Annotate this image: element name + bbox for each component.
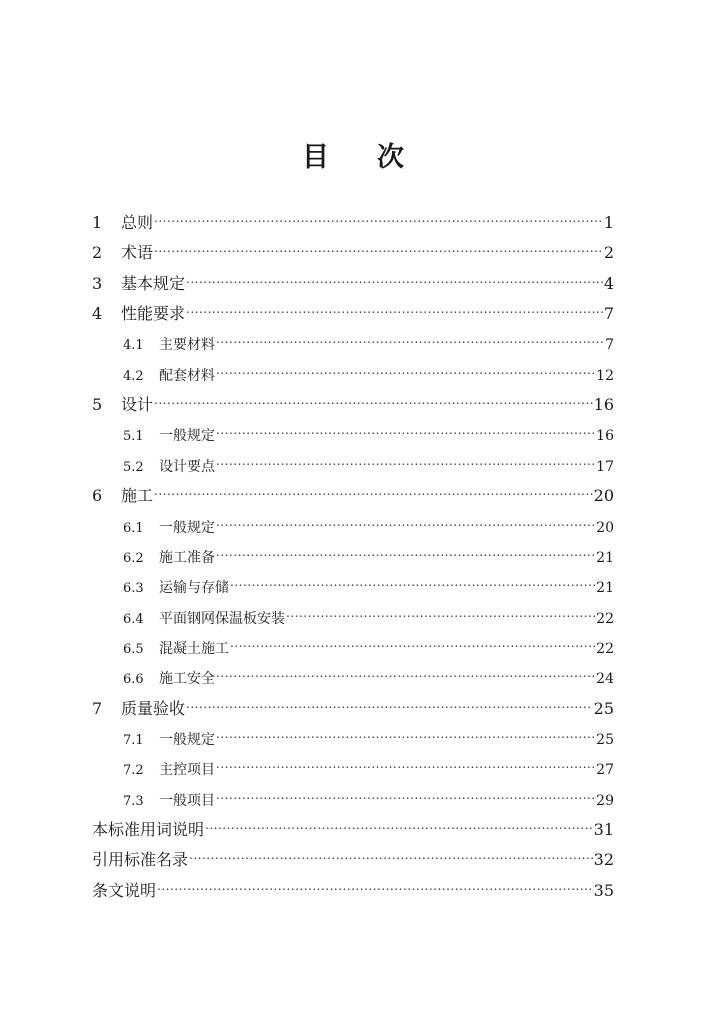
toc-entry-number: 6.6 — [123, 672, 144, 687]
toc-entry-label: 一般项目 — [159, 793, 215, 809]
toc-entry-page-number: 1 — [603, 213, 614, 232]
toc-entry-page-number: 22 — [596, 641, 614, 657]
toc-entry-page-number: 21 — [596, 580, 614, 596]
toc-entry-page-number: 27 — [596, 762, 614, 778]
toc-entry-page-number: 16 — [596, 428, 614, 444]
title-char-2: 次 — [377, 142, 404, 173]
toc-entry-number: 6 — [92, 486, 103, 505]
toc-dot-leader — [154, 477, 593, 501]
toc-entry-page-number: 24 — [596, 671, 614, 687]
toc-entry-page-number: 20 — [593, 486, 614, 505]
toc-entry-number: 1 — [92, 213, 103, 232]
toc-entry-number: 6.5 — [123, 642, 144, 657]
toc-entry-label: 主要材料 — [159, 337, 215, 353]
toc-entry-page-number: 32 — [593, 850, 614, 869]
toc-entry[interactable] — [123, 629, 614, 657]
toc-entry[interactable] — [123, 599, 614, 627]
toc-entry-label: 质量验收 — [121, 699, 186, 718]
toc-dot-leader — [154, 386, 593, 410]
toc-dot-leader — [154, 234, 603, 258]
toc-entry[interactable] — [92, 204, 614, 232]
toc-entry-page-number: 35 — [593, 881, 614, 900]
title-char-1: 目 — [302, 142, 329, 173]
toc-entry-label: 施工安全 — [159, 671, 215, 687]
toc-entry-label: 设计 — [121, 395, 154, 414]
toc-entry-page-number: 16 — [593, 395, 614, 414]
toc-dot-leader — [216, 508, 595, 532]
toc-entry[interactable] — [92, 690, 614, 718]
toc-entry-page-number: 17 — [596, 459, 614, 475]
toc-entry-number: 2 — [92, 243, 103, 262]
toc-entry[interactable] — [123, 508, 614, 536]
toc-dot-leader — [205, 811, 593, 835]
toc-entry-page-number: 20 — [596, 520, 614, 536]
toc-dot-leader — [216, 538, 595, 562]
toc-entry[interactable] — [92, 841, 614, 869]
toc-entry[interactable] — [92, 872, 614, 900]
toc-dot-leader — [157, 872, 593, 896]
toc-dot-leader — [186, 690, 593, 714]
toc-entry-label: 配套材料 — [159, 368, 215, 384]
toc-entry[interactable] — [123, 781, 614, 809]
toc-entry-number: 7.2 — [123, 763, 144, 778]
toc-entry-number: 7.3 — [123, 794, 144, 809]
toc-dot-leader — [186, 265, 603, 289]
toc-dot-leader — [154, 204, 603, 228]
toc-dot-leader — [216, 659, 595, 683]
toc-entry-page-number: 12 — [596, 368, 614, 384]
toc-entry-label: 术语 — [121, 243, 154, 262]
toc-entry-page-number: 25 — [596, 732, 614, 748]
toc-entry[interactable] — [92, 265, 614, 293]
toc-entry[interactable] — [123, 659, 614, 687]
toc-entry[interactable] — [123, 416, 614, 444]
toc-entry-page-number: 31 — [593, 820, 614, 839]
toc-entry-label: 施工 — [121, 486, 154, 505]
toc-entry-number: 6.1 — [123, 521, 144, 536]
toc-entry-number: 7.1 — [123, 733, 144, 748]
toc-entry-label: 引用标准名录 — [92, 850, 189, 869]
toc-entry-label: 运输与存储 — [159, 580, 229, 596]
toc-entry-label: 基本规定 — [121, 274, 186, 293]
toc-entry[interactable] — [123, 356, 614, 384]
toc-entry[interactable] — [92, 234, 614, 262]
toc-entry-number: 4 — [92, 304, 103, 323]
toc-entry-label: 设计要点 — [159, 459, 215, 475]
toc-dot-leader — [216, 325, 604, 349]
toc-entry-number: 5.1 — [123, 429, 144, 444]
toc-entry-number: 4.1 — [123, 338, 144, 353]
toc-entry[interactable] — [123, 750, 614, 778]
toc-dot-leader — [216, 356, 595, 380]
toc-entry-page-number: 7 — [603, 304, 614, 323]
toc-dot-leader — [230, 629, 595, 653]
toc-entry-label: 一般规定 — [159, 732, 215, 748]
toc-entry-page-number: 21 — [596, 550, 614, 566]
toc-entry[interactable] — [92, 295, 614, 323]
toc-entry-label: 性能要求 — [121, 304, 186, 323]
toc-entry-page-number: 2 — [603, 243, 614, 262]
toc-entry-number: 3 — [92, 274, 103, 293]
toc-entry-number: 6.4 — [123, 612, 144, 627]
toc-entry-number: 6.3 — [123, 581, 144, 596]
toc-entry-number: 5.2 — [123, 460, 144, 475]
toc-entry[interactable] — [123, 568, 614, 596]
toc-entry-label: 平面钢网保温板安装 — [159, 611, 285, 627]
toc-entry[interactable] — [92, 477, 614, 505]
toc-entry-number: 5 — [92, 395, 103, 414]
toc-entry-number: 6.2 — [123, 551, 144, 566]
toc-entry-label: 混凝土施工 — [159, 641, 229, 657]
toc-entry-label: 一般规定 — [159, 428, 215, 444]
toc-entry-label: 总则 — [121, 213, 154, 232]
toc-entry-page-number: 22 — [596, 611, 614, 627]
toc-dot-leader — [216, 416, 595, 440]
toc-entry[interactable] — [92, 386, 614, 414]
toc-entry-label: 一般规定 — [159, 520, 215, 536]
toc-dot-leader — [189, 841, 593, 865]
toc-entry[interactable] — [123, 325, 614, 353]
toc-entry-label: 主控项目 — [159, 762, 215, 778]
toc-dot-leader — [216, 447, 595, 471]
toc-dot-leader — [230, 568, 595, 592]
toc-dot-leader — [186, 295, 603, 319]
toc-dot-leader — [216, 720, 595, 744]
toc-entry-page-number: 25 — [593, 699, 614, 718]
toc-entry-number: 4.2 — [123, 369, 144, 384]
toc-entry-page-number: 29 — [596, 793, 614, 809]
toc-entry[interactable] — [123, 720, 614, 748]
toc-entry[interactable] — [123, 538, 614, 566]
toc-dot-leader — [216, 781, 595, 805]
toc-entry-number: 7 — [92, 699, 103, 718]
toc-entry-page-number: 4 — [603, 274, 614, 293]
toc-dot-leader — [216, 750, 595, 774]
toc-dot-leader — [286, 599, 595, 623]
toc-entry-label: 本标准用词说明 — [92, 820, 205, 839]
toc-entry-label: 条文说明 — [92, 881, 157, 900]
toc-entry-label: 施工准备 — [159, 550, 215, 566]
toc-entry[interactable] — [92, 811, 614, 839]
toc-entry-page-number: 7 — [605, 337, 614, 353]
toc-entry[interactable] — [123, 447, 614, 475]
